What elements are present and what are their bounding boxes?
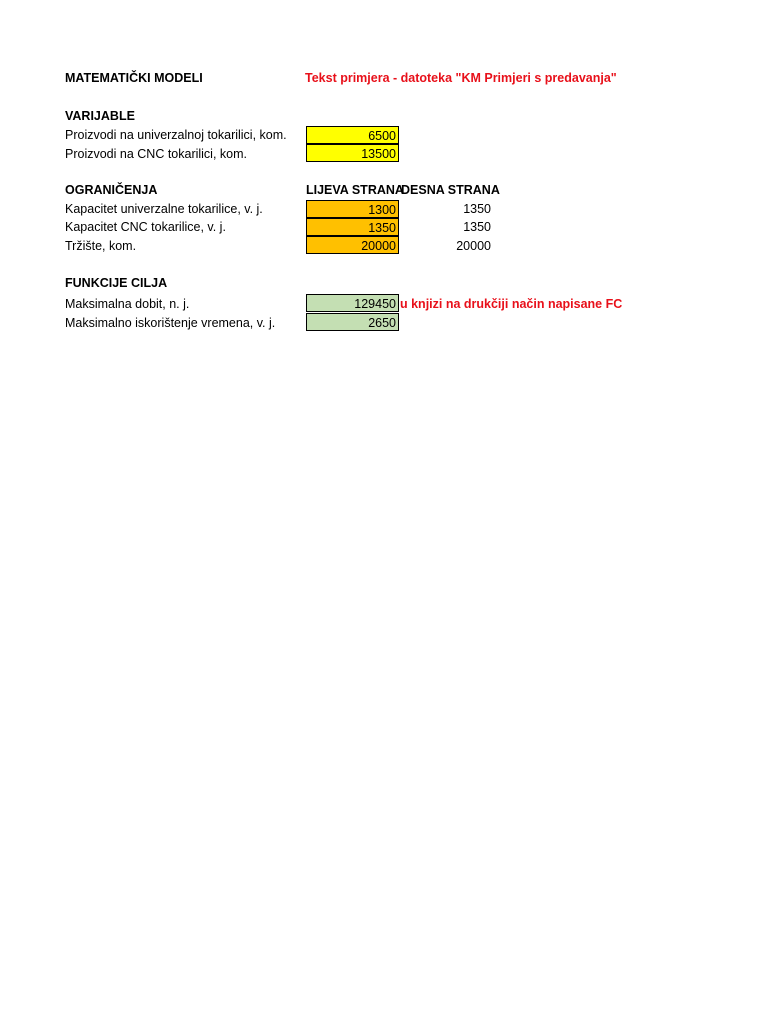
variables-header: VARIJABLE	[65, 109, 135, 123]
constraint-left-market[interactable]: 20000	[306, 236, 399, 254]
column-header-right-side: DESNA STRANA	[401, 183, 500, 197]
variable-label-universal: Proizvodi na univerzalnoj tokarilici, kom.	[65, 128, 287, 142]
constraint-label-market: Tržište, kom.	[65, 239, 137, 253]
objective-value-time[interactable]: 2650	[306, 313, 399, 331]
objective-label-profit: Maksimalna dobit, n. j.	[65, 297, 190, 311]
objective-value-profit[interactable]: 129450	[306, 294, 399, 312]
constraint-left-universal[interactable]: 1300	[306, 200, 399, 218]
objectives-header: FUNKCIJE CILJA	[65, 276, 168, 290]
constraint-right-universal[interactable]: 1350	[463, 202, 491, 216]
column-header-left-side: LIJEVA STRANA	[306, 183, 404, 197]
constraint-label-cnc: Kapacitet CNC tokarilice, v. j.	[65, 220, 226, 234]
variable-label-cnc: Proizvodi na CNC tokarilici, kom.	[65, 147, 247, 161]
page-title: MATEMATIČKI MODELI	[65, 71, 203, 85]
constraints-header: OGRANIČENJA	[65, 183, 158, 197]
objective-label-time: Maksimalno iskorištenje vremena, v. j.	[65, 316, 276, 330]
objective-note: u knjizi na drukčiji način napisane FC	[400, 297, 623, 311]
constraint-label-universal: Kapacitet univerzalne tokarilice, v. j.	[65, 202, 263, 216]
constraint-right-market[interactable]: 20000	[456, 239, 491, 253]
constraint-left-cnc[interactable]: 1350	[306, 218, 399, 236]
variable-value-universal[interactable]: 6500	[306, 126, 399, 144]
variable-value-cnc[interactable]: 13500	[306, 144, 399, 162]
source-note: Tekst primjera - datoteka "KM Primjeri s predavanja"	[305, 71, 617, 85]
constraint-right-cnc[interactable]: 1350	[463, 220, 491, 234]
